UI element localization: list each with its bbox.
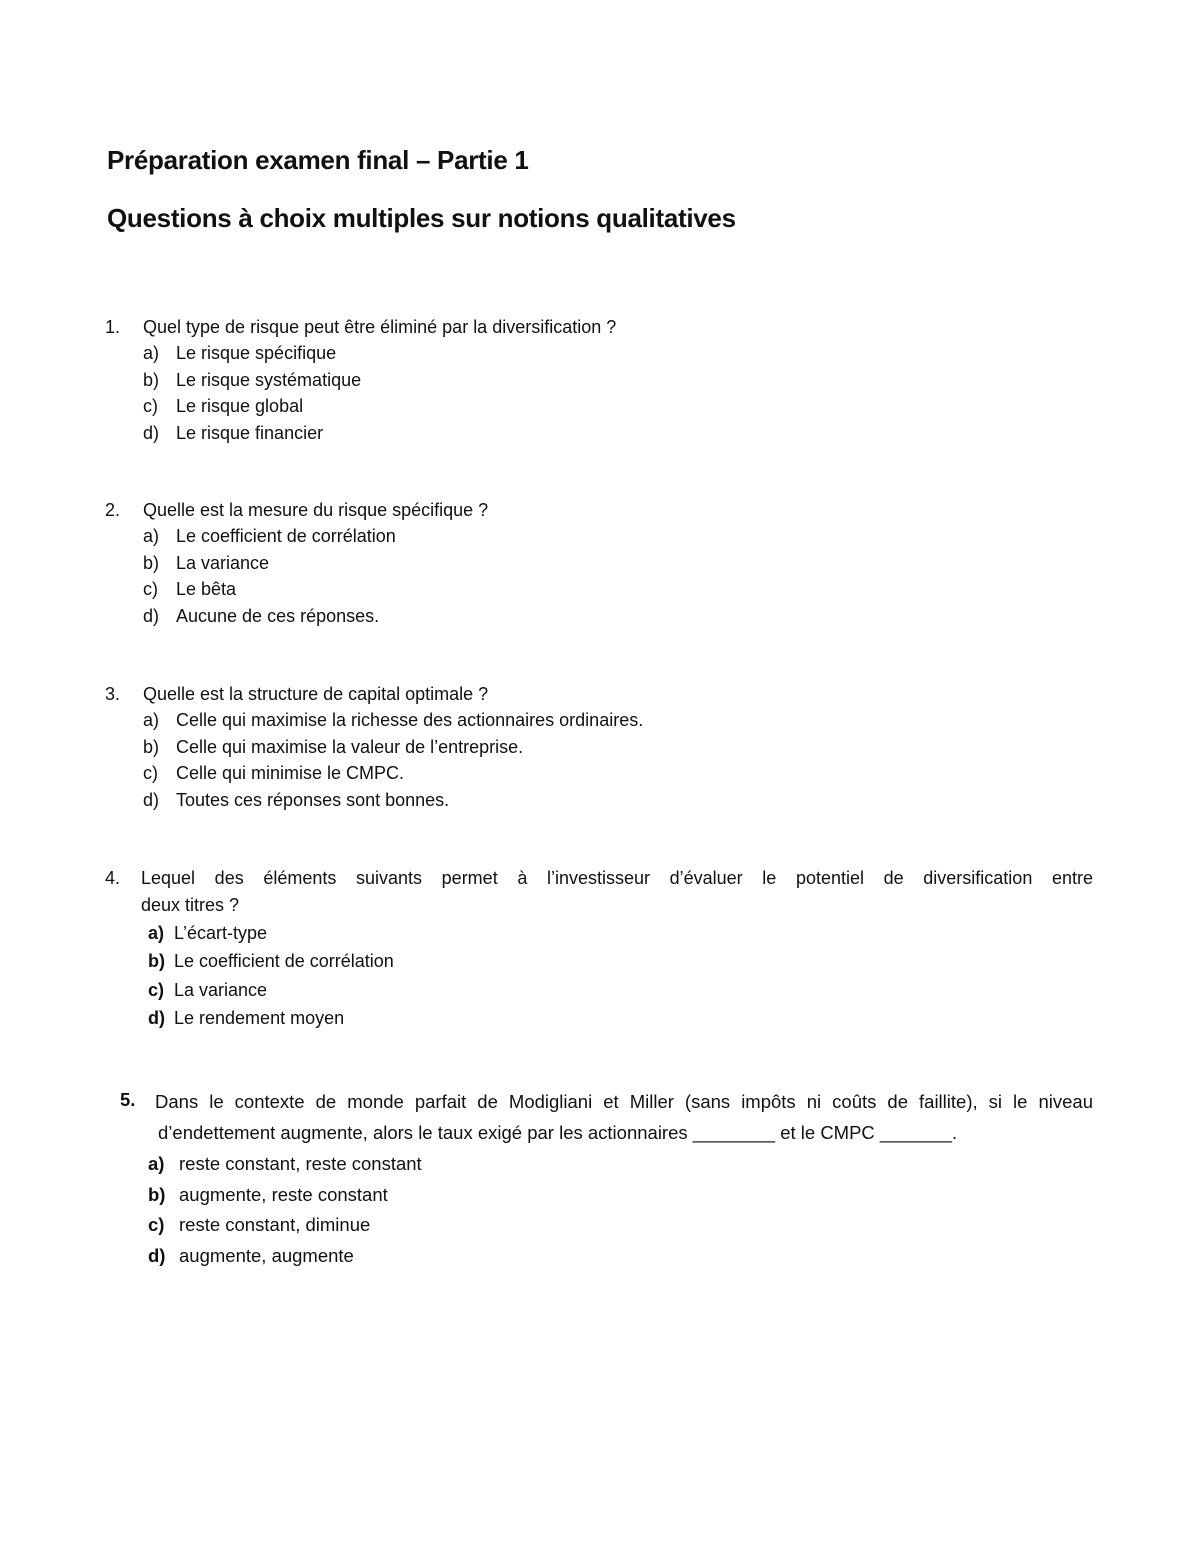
option-text: Toutes ces réponses sont bonnes. — [176, 789, 450, 810]
option-label: d) — [143, 789, 160, 810]
option-text: Le bêta — [176, 579, 237, 599]
option-d — [0, 1241, 1200, 1272]
option-text: Le risque global — [176, 396, 304, 416]
question-number: 4. — [105, 868, 121, 888]
option-a — [0, 523, 1200, 550]
option-c — [0, 576, 1200, 603]
option-b — [0, 734, 1200, 761]
option-text: Le coefficient de corrélation — [174, 951, 394, 972]
question-number: 2. — [105, 500, 121, 520]
question-number: 3. — [105, 684, 121, 704]
option-d — [0, 787, 1200, 814]
option-text: Celle qui minimise le CMPC. — [176, 763, 405, 783]
option-label: d) — [143, 605, 160, 626]
option-text: augmente, augmente — [179, 1244, 354, 1266]
option-label: a) — [148, 923, 165, 943]
option-b — [0, 367, 1200, 394]
option-label: c) — [148, 1214, 165, 1235]
option-text: Aucune de ces réponses. — [176, 605, 380, 626]
option-a — [0, 340, 1200, 367]
option-label: c) — [148, 979, 165, 1000]
option-d — [0, 1004, 1200, 1032]
question-text: Quelle est la mesure du risque spécifique ? — [143, 500, 489, 520]
option-text: reste constant, diminue — [179, 1214, 371, 1235]
option-b — [0, 947, 1200, 975]
page-subtitle: Questions à choix multiples sur notions qualitatives — [107, 203, 736, 233]
option-label: b) — [148, 951, 165, 972]
option-a — [0, 1149, 1200, 1180]
option-label: c) — [143, 763, 158, 783]
option-c — [0, 1210, 1200, 1241]
option-text: Le risque systématique — [176, 369, 362, 390]
option-text: Le rendement moyen — [174, 1007, 345, 1028]
option-c — [0, 393, 1200, 420]
option-label: d) — [143, 422, 160, 443]
question-text: Quel type de risque peut être éliminé par la diversification ? — [143, 317, 617, 337]
option-a — [0, 707, 1200, 734]
option-text: Celle qui maximise la valeur de l’entreprise. — [176, 736, 524, 757]
option-text: L’écart-type — [174, 923, 268, 943]
question-text-line-2: deux titres ? — [141, 895, 240, 915]
option-label: d) — [148, 1244, 166, 1266]
question-1 — [0, 314, 1200, 446]
option-label: c) — [143, 579, 158, 599]
option-text: Le coefficient de corrélation — [176, 526, 396, 546]
option-label: b) — [143, 552, 160, 573]
option-label: b) — [143, 736, 160, 757]
page-title: Préparation examen final – Partie 1 — [107, 145, 529, 175]
question-3 — [0, 681, 1200, 813]
question-text: Quelle est la structure de capital optimale ? — [143, 684, 489, 704]
option-d — [0, 603, 1200, 630]
option-d — [0, 420, 1200, 447]
question-text-line-1: Dans le contexte de monde parfait de Modigliani et Miller (sans impôts ni coûts de faillite), si le niveau — [155, 1091, 1093, 1112]
option-text: La variance — [174, 979, 268, 1000]
question-text-line-2: d’endettement augmente, alors le taux exigé par les actionnaires ________ et le CMPC _______. — [158, 1122, 958, 1143]
option-text: Le risque financier — [176, 422, 324, 443]
option-text: reste constant, reste constant — [179, 1153, 422, 1174]
option-label: c) — [143, 396, 158, 416]
question-5 — [0, 1087, 1200, 1271]
option-a — [0, 919, 1200, 947]
option-b — [0, 1180, 1200, 1211]
question-number: 5. — [120, 1089, 136, 1110]
option-text: Le risque spécifique — [176, 343, 337, 363]
option-label: b) — [148, 1183, 166, 1205]
question-2 — [0, 497, 1200, 629]
question-text-line-1: Lequel des éléments suivants permet à l’investisseur d’évaluer le potentiel de diversification entre — [141, 868, 1093, 888]
option-c — [0, 760, 1200, 787]
option-text: La variance — [176, 552, 270, 573]
option-text: Celle qui maximise la richesse des actionnaires ordinaires. — [176, 710, 644, 730]
option-label: a) — [143, 710, 160, 730]
option-b — [0, 550, 1200, 577]
option-c — [0, 976, 1200, 1004]
question-4 — [0, 865, 1200, 1032]
option-label: a) — [143, 343, 160, 363]
option-label: a) — [143, 526, 160, 546]
option-label: b) — [143, 369, 160, 390]
question-number: 1. — [105, 317, 121, 337]
option-text: augmente, reste constant — [179, 1183, 388, 1205]
option-label: d) — [148, 1007, 165, 1028]
option-label: a) — [148, 1153, 165, 1174]
